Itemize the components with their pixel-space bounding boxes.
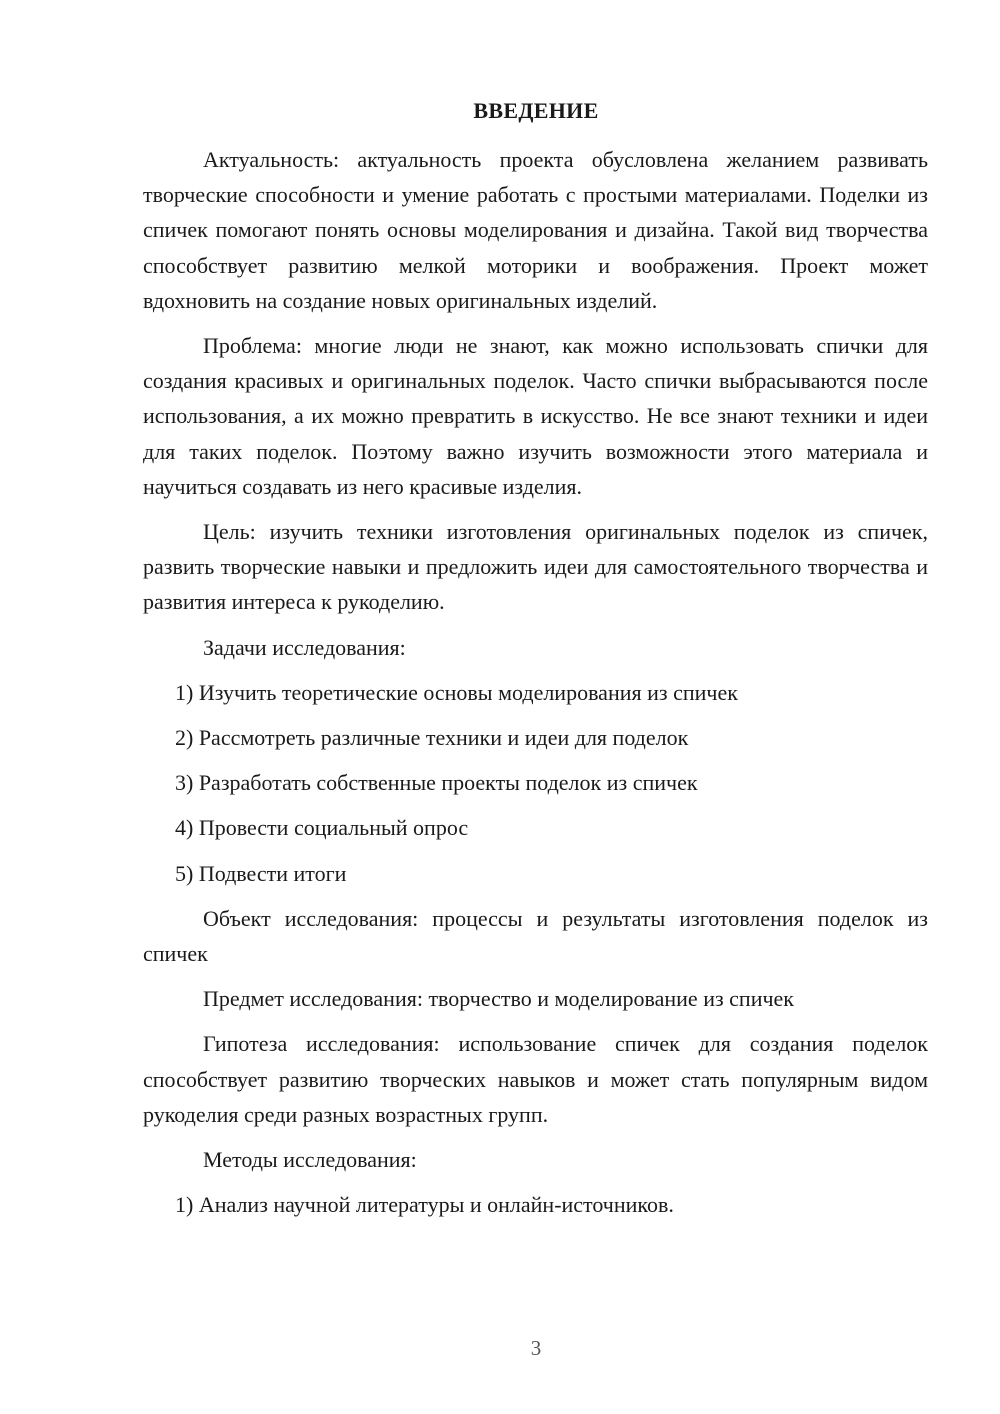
tasks-title: Задачи исследования:: [203, 634, 406, 660]
section-heading: ВВЕДЕНИЕ: [473, 98, 599, 123]
task-item: 4) Провести социальный опрос: [175, 815, 469, 841]
methods-title: Методы исследования:: [203, 1147, 417, 1173]
page-number: 3: [530, 1336, 542, 1360]
problem-paragraph: Проблема: многие люди не знают, как можно использовать спички для создания красивых и оригинальных поделок. Часто спички выбрасываются после использования, а их можно превратить в искусство. Не все знают техники и идеи для таких поделок. Поэтому важно изучить возможности этого материала и научиться создавать из него красивые изделия.: [143, 333, 928, 499]
goal-paragraph: Цель: изучить техники изготовления оригинальных поделок из спичек, развить творческие навыки и предложить идеи для самостоятельного творчества и развития интереса к рукоделию.: [143, 519, 928, 615]
relevance-paragraph: Актуальность: актуальность проекта обусловлена желанием развивать творческие способности и умение работать с простыми материалами. Поделки из спичек помогают понять основы моделирования и дизайна. Такой вид творчества способствует развитию мелкой моторики и воображения. Проект может вдохновить на создание новых оригинальных изделий.: [143, 147, 928, 313]
task-item: 1) Изучить теоретические основы моделирования из спичек: [175, 679, 738, 705]
method-item: 1) Анализ научной литературы и онлайн-источников.: [175, 1192, 674, 1218]
body-text: [143, 142, 928, 1232]
object-paragraph: Объект исследования: процессы и результаты изготовления поделок из спичек: [143, 905, 928, 967]
task-item: 3) Разработать собственные проекты поделок из спичек: [175, 770, 698, 796]
task-item: 5) Подвести итоги: [175, 860, 347, 886]
task-item: 2) Рассмотреть различные техники и идеи для поделок: [175, 725, 689, 751]
subject-paragraph: Предмет исследования: творчество и моделирование из спичек: [203, 986, 794, 1012]
hypothesis-paragraph: Гипотеза исследования: использование спичек для создания поделок способствует развитию творческих навыков и может стать популярным видом рукоделия среди разных возрастных групп.: [143, 1031, 928, 1127]
